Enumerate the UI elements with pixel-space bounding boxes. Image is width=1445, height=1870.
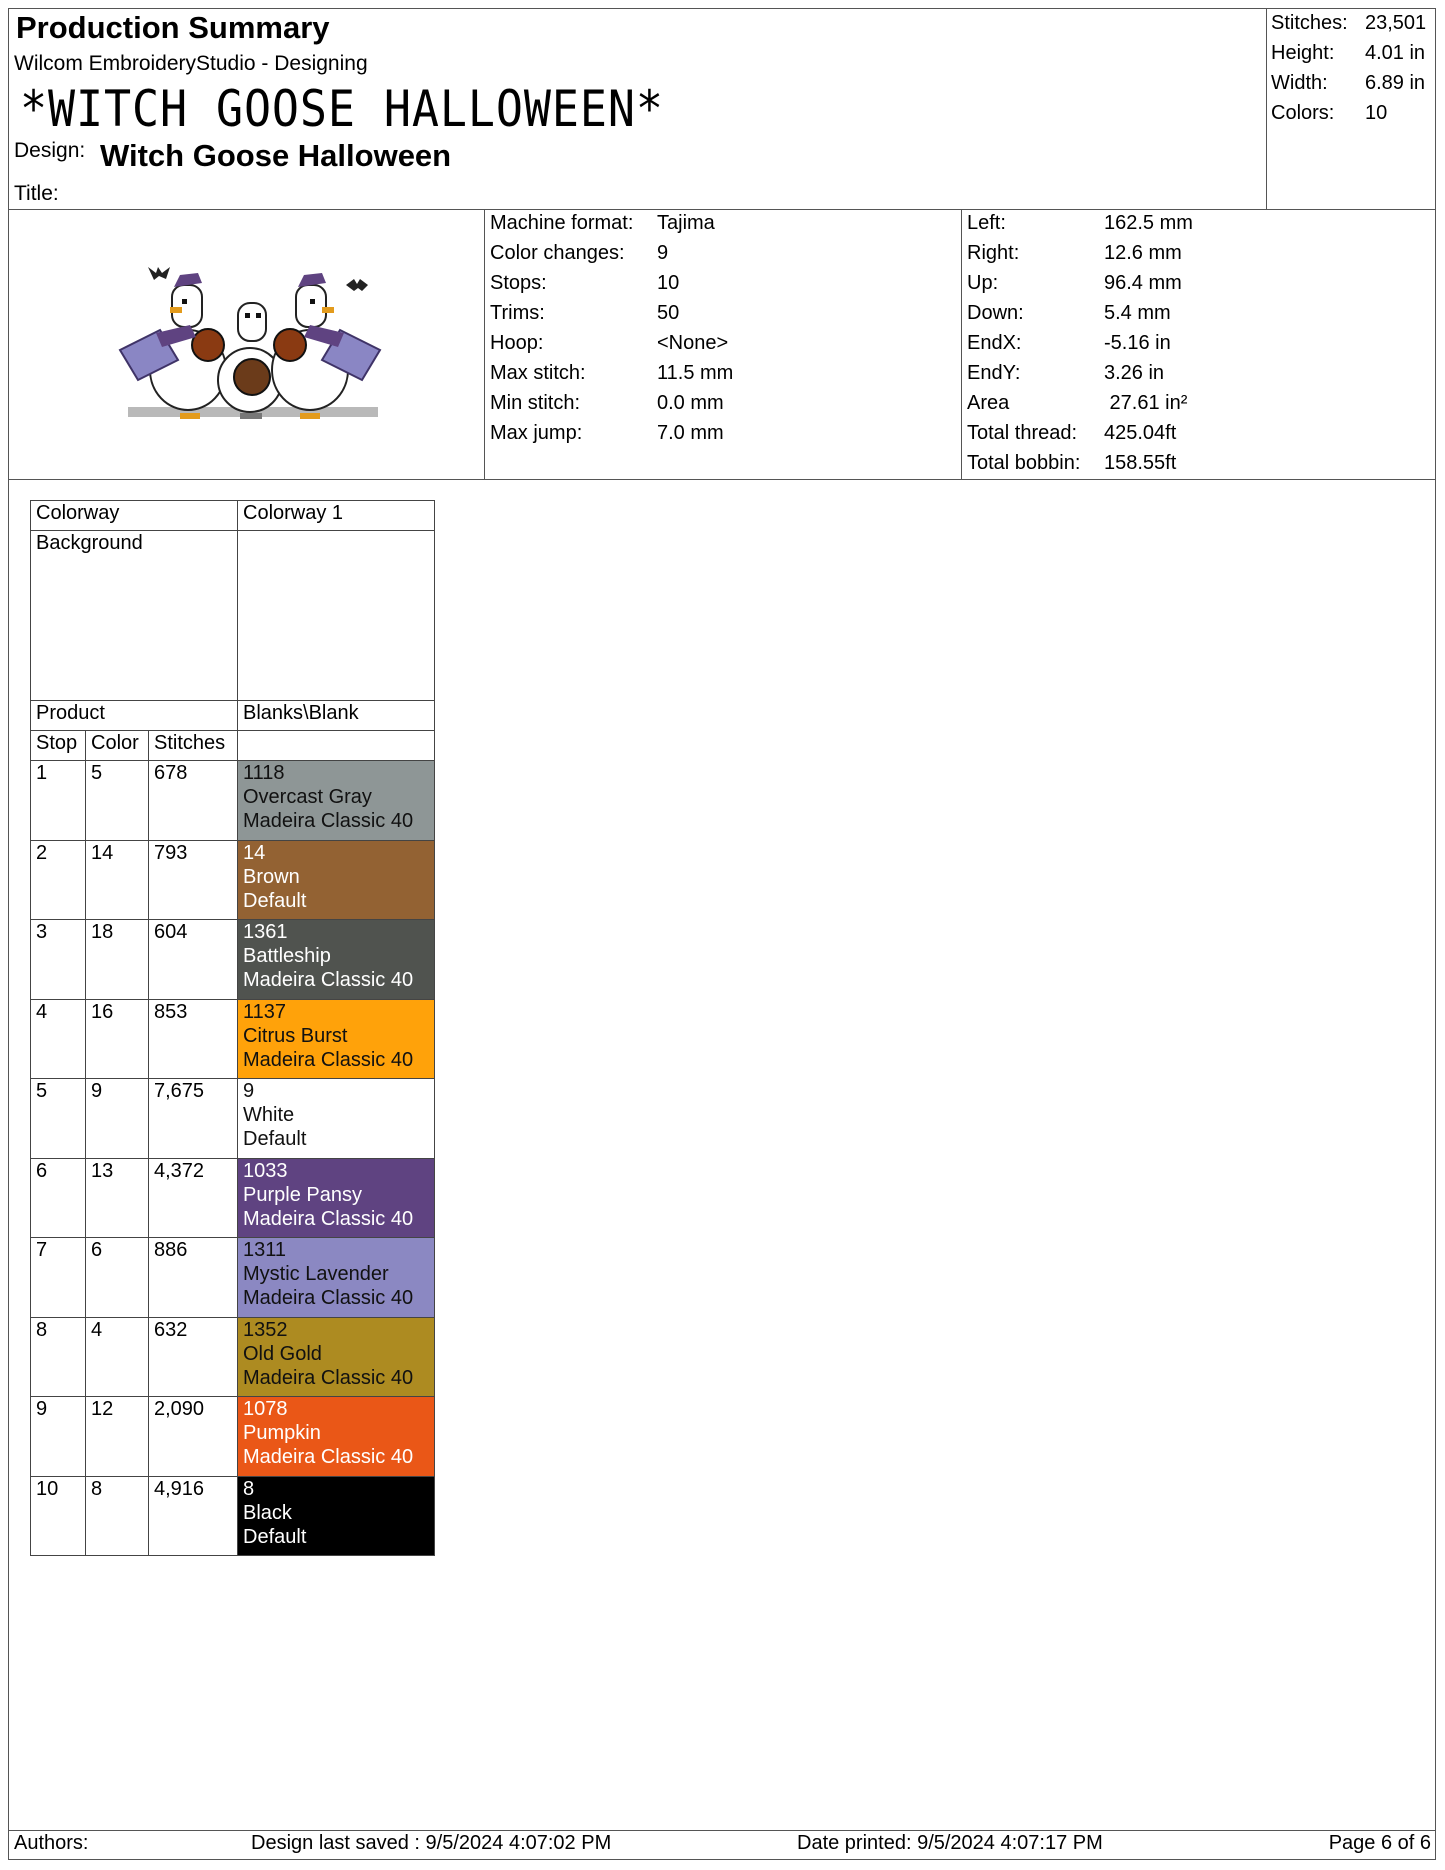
machine-label: Stops: [490,272,547,294]
thread-code: 1311 [243,1239,287,1261]
stop-color: 14 [86,840,149,920]
thread-code: 9 [243,1080,255,1102]
software-name: Wilcom EmbroideryStudio - Designing [14,52,368,75]
thread-code: 8 [243,1477,255,1500]
stop-color: 5 [86,761,149,841]
extent-label: Right: [967,242,1020,264]
machine-label: Trims: [490,302,545,324]
stop-row [31,1317,435,1397]
stop-stitches: 678 [149,761,238,841]
column-header-color: Color [86,731,149,761]
stop-stop: 7 [31,1238,86,1318]
thread-name: Old Gold [243,1342,322,1365]
stop-row [31,1476,435,1556]
product-label: Product [31,701,238,731]
stop-stitches: 2,090 [149,1397,238,1477]
thread-name: Overcast Gray [243,786,372,808]
extent-value: 162.5 mm [1104,212,1193,234]
stop-color: 8 [86,1476,149,1556]
extent-label: Down: [967,302,1024,324]
extent-label: Area [967,392,1010,414]
machine-value: 50 [657,302,680,324]
stop-row [31,761,435,841]
thread-swatch [238,999,435,1079]
summary-label: Stitches: [1271,12,1348,34]
stop-stop: 9 [31,1397,86,1477]
product-row [31,701,435,731]
summary-value: 23,501 [1365,12,1427,34]
stop-stitches: 604 [149,920,238,1000]
stop-color: 12 [86,1397,149,1477]
thread-brand: Madeira Classic 40 [243,969,414,991]
stop-stitches: 793 [149,840,238,920]
machine-value: 10 [657,272,680,294]
thread-name: Purple Pansy [243,1183,362,1206]
colorway-label: Colorway [31,501,238,531]
stop-stitches: 7,675 [149,1079,238,1159]
stop-stop: 6 [31,1158,86,1238]
stop-stop: 10 [31,1476,86,1556]
stop-color: 6 [86,1238,149,1318]
header-divider [1266,8,1267,209]
extent-value: 12.6 mm [1104,242,1182,264]
stop-stop: 2 [31,840,86,920]
extent-value: -5.16 in [1104,332,1171,354]
stop-stop: 1 [31,761,86,841]
machine-value: Tajima [657,212,715,234]
thread-swatch [238,1079,435,1159]
footer-rule [8,1830,1436,1831]
machine-label: Machine format: [490,212,634,234]
background-row [31,531,435,701]
thread-swatch [238,1397,435,1477]
thread-brand: Madeira Classic 40 [243,810,414,832]
stop-stop: 3 [31,920,86,1000]
thread-swatch [238,1158,435,1238]
stop-rows [31,761,435,1556]
stop-stitches: 4,916 [149,1476,238,1556]
stop-color: 16 [86,999,149,1079]
thread-brand: Madeira Classic 40 [243,1207,414,1230]
stop-stitches: 4,372 [149,1158,238,1238]
thread-swatch [238,761,435,841]
thread-name: Battleship [243,945,331,967]
design-preview-image [100,255,400,430]
thread-brand: Default [243,1525,307,1548]
extent-label: EndY: [967,362,1021,384]
extent-label: Left: [967,212,1006,234]
thread-swatch [238,1317,435,1397]
stop-color: 9 [86,1079,149,1159]
extent-value: 425.04ft [1104,422,1177,444]
stop-color: 18 [86,920,149,1000]
thread-swatch [238,840,435,920]
column-header-thread [238,731,435,761]
thread-brand: Madeira Classic 40 [243,1446,414,1468]
colorway-value: Colorway 1 [238,501,435,531]
product-value: Blanks\Blank [238,701,435,731]
thread-brand: Madeira Classic 40 [243,1048,414,1071]
extent-label: Up: [967,272,999,294]
thread-brand: Default [243,889,307,912]
stop-color: 4 [86,1317,149,1397]
thread-name: Pumpkin [243,1422,321,1444]
thread-code: 1361 [243,921,288,943]
stop-row [31,999,435,1079]
machine-value: 11.5 mm [657,362,734,384]
thread-code: 1078 [243,1398,288,1420]
stop-color: 13 [86,1158,149,1238]
stop-row [31,840,435,920]
thread-brand: Madeira Classic 40 [243,1287,414,1309]
info-divider-2 [961,209,962,479]
machine-value: 7.0 mm [657,422,724,444]
thread-name: Mystic Lavender [243,1263,389,1285]
design-label: Design: [14,139,86,162]
info-bottom-rule [8,479,1436,480]
stop-stitches: 853 [149,999,238,1079]
extent-value: 158.55ft [1104,452,1177,474]
stop-stitches: 886 [149,1238,238,1318]
info-divider-1 [484,209,485,479]
machine-value: 9 [657,242,669,264]
machine-label: Max stitch: [490,362,586,384]
colorway-table [30,500,435,1556]
extent-label: EndX: [967,332,1022,354]
summary-label: Width: [1271,72,1328,94]
extent-value: 96.4 mm [1104,272,1182,294]
header-bottom-rule [8,209,1436,210]
thread-name: Citrus Burst [243,1024,348,1047]
background-label: Background [31,531,238,701]
machine-value: <None> [657,332,729,354]
stop-row [31,1238,435,1318]
thread-brand: Madeira Classic 40 [243,1366,414,1389]
stop-row [31,1079,435,1159]
thread-swatch [238,1476,435,1556]
thread-code: 1118 [243,762,285,784]
stop-row [31,920,435,1000]
machine-label: Color changes: [490,242,625,264]
stop-stop: 4 [31,999,86,1079]
footer-authors: Authors: [14,1832,89,1854]
thread-name: Black [243,1501,292,1524]
thread-swatch [238,920,435,1000]
machine-label: Max jump: [490,422,583,444]
thread-code: 1033 [243,1159,288,1182]
page-title: Production Summary [16,10,330,45]
footer-date-printed: Date printed: 9/5/2024 4:07:17 PM [797,1832,1103,1854]
background-value [238,531,435,701]
column-header-stop: Stop [31,731,86,761]
colorway-row [31,501,435,531]
summary-value: 4.01 in [1365,42,1426,64]
thread-code: 1137 [243,1000,287,1023]
thread-name: White [243,1104,295,1126]
summary-value: 6.89 in [1365,72,1426,94]
thread-name: Brown [243,865,300,888]
extent-label: Total bobbin: [967,452,1081,474]
extent-value: 27.61 in² [1104,392,1188,414]
machine-label: Min stitch: [490,392,581,414]
extent-value: 5.4 mm [1104,302,1171,324]
stop-stop: 8 [31,1317,86,1397]
stop-stitches: 632 [149,1317,238,1397]
design-name: Witch Goose Halloween [100,138,452,173]
extent-label: Total thread: [967,422,1078,444]
machine-value: 0.0 mm [657,392,724,414]
stop-row [31,1397,435,1477]
stop-row [31,1158,435,1238]
title-label: Title: [14,182,59,205]
footer-last-saved: Design last saved : 9/5/2024 4:07:02 PM [251,1832,612,1854]
design-banner: *WITCH GOOSE HALLOWEEN* [20,80,664,138]
summary-label: Colors: [1271,102,1335,124]
footer-page-number: Page 6 of 6 [1328,1832,1431,1854]
thread-code: 1352 [243,1318,288,1341]
summary-label: Height: [1271,42,1335,64]
extent-value: 3.26 in [1104,362,1165,384]
summary-value: 10 [1365,102,1388,124]
thread-swatch [238,1238,435,1318]
stop-stop: 5 [31,1079,86,1159]
column-header-row [31,731,435,761]
machine-label: Hoop: [490,332,544,354]
thread-brand: Default [243,1128,307,1150]
column-header-stitches: Stitches [149,731,238,761]
thread-code: 14 [243,841,266,864]
